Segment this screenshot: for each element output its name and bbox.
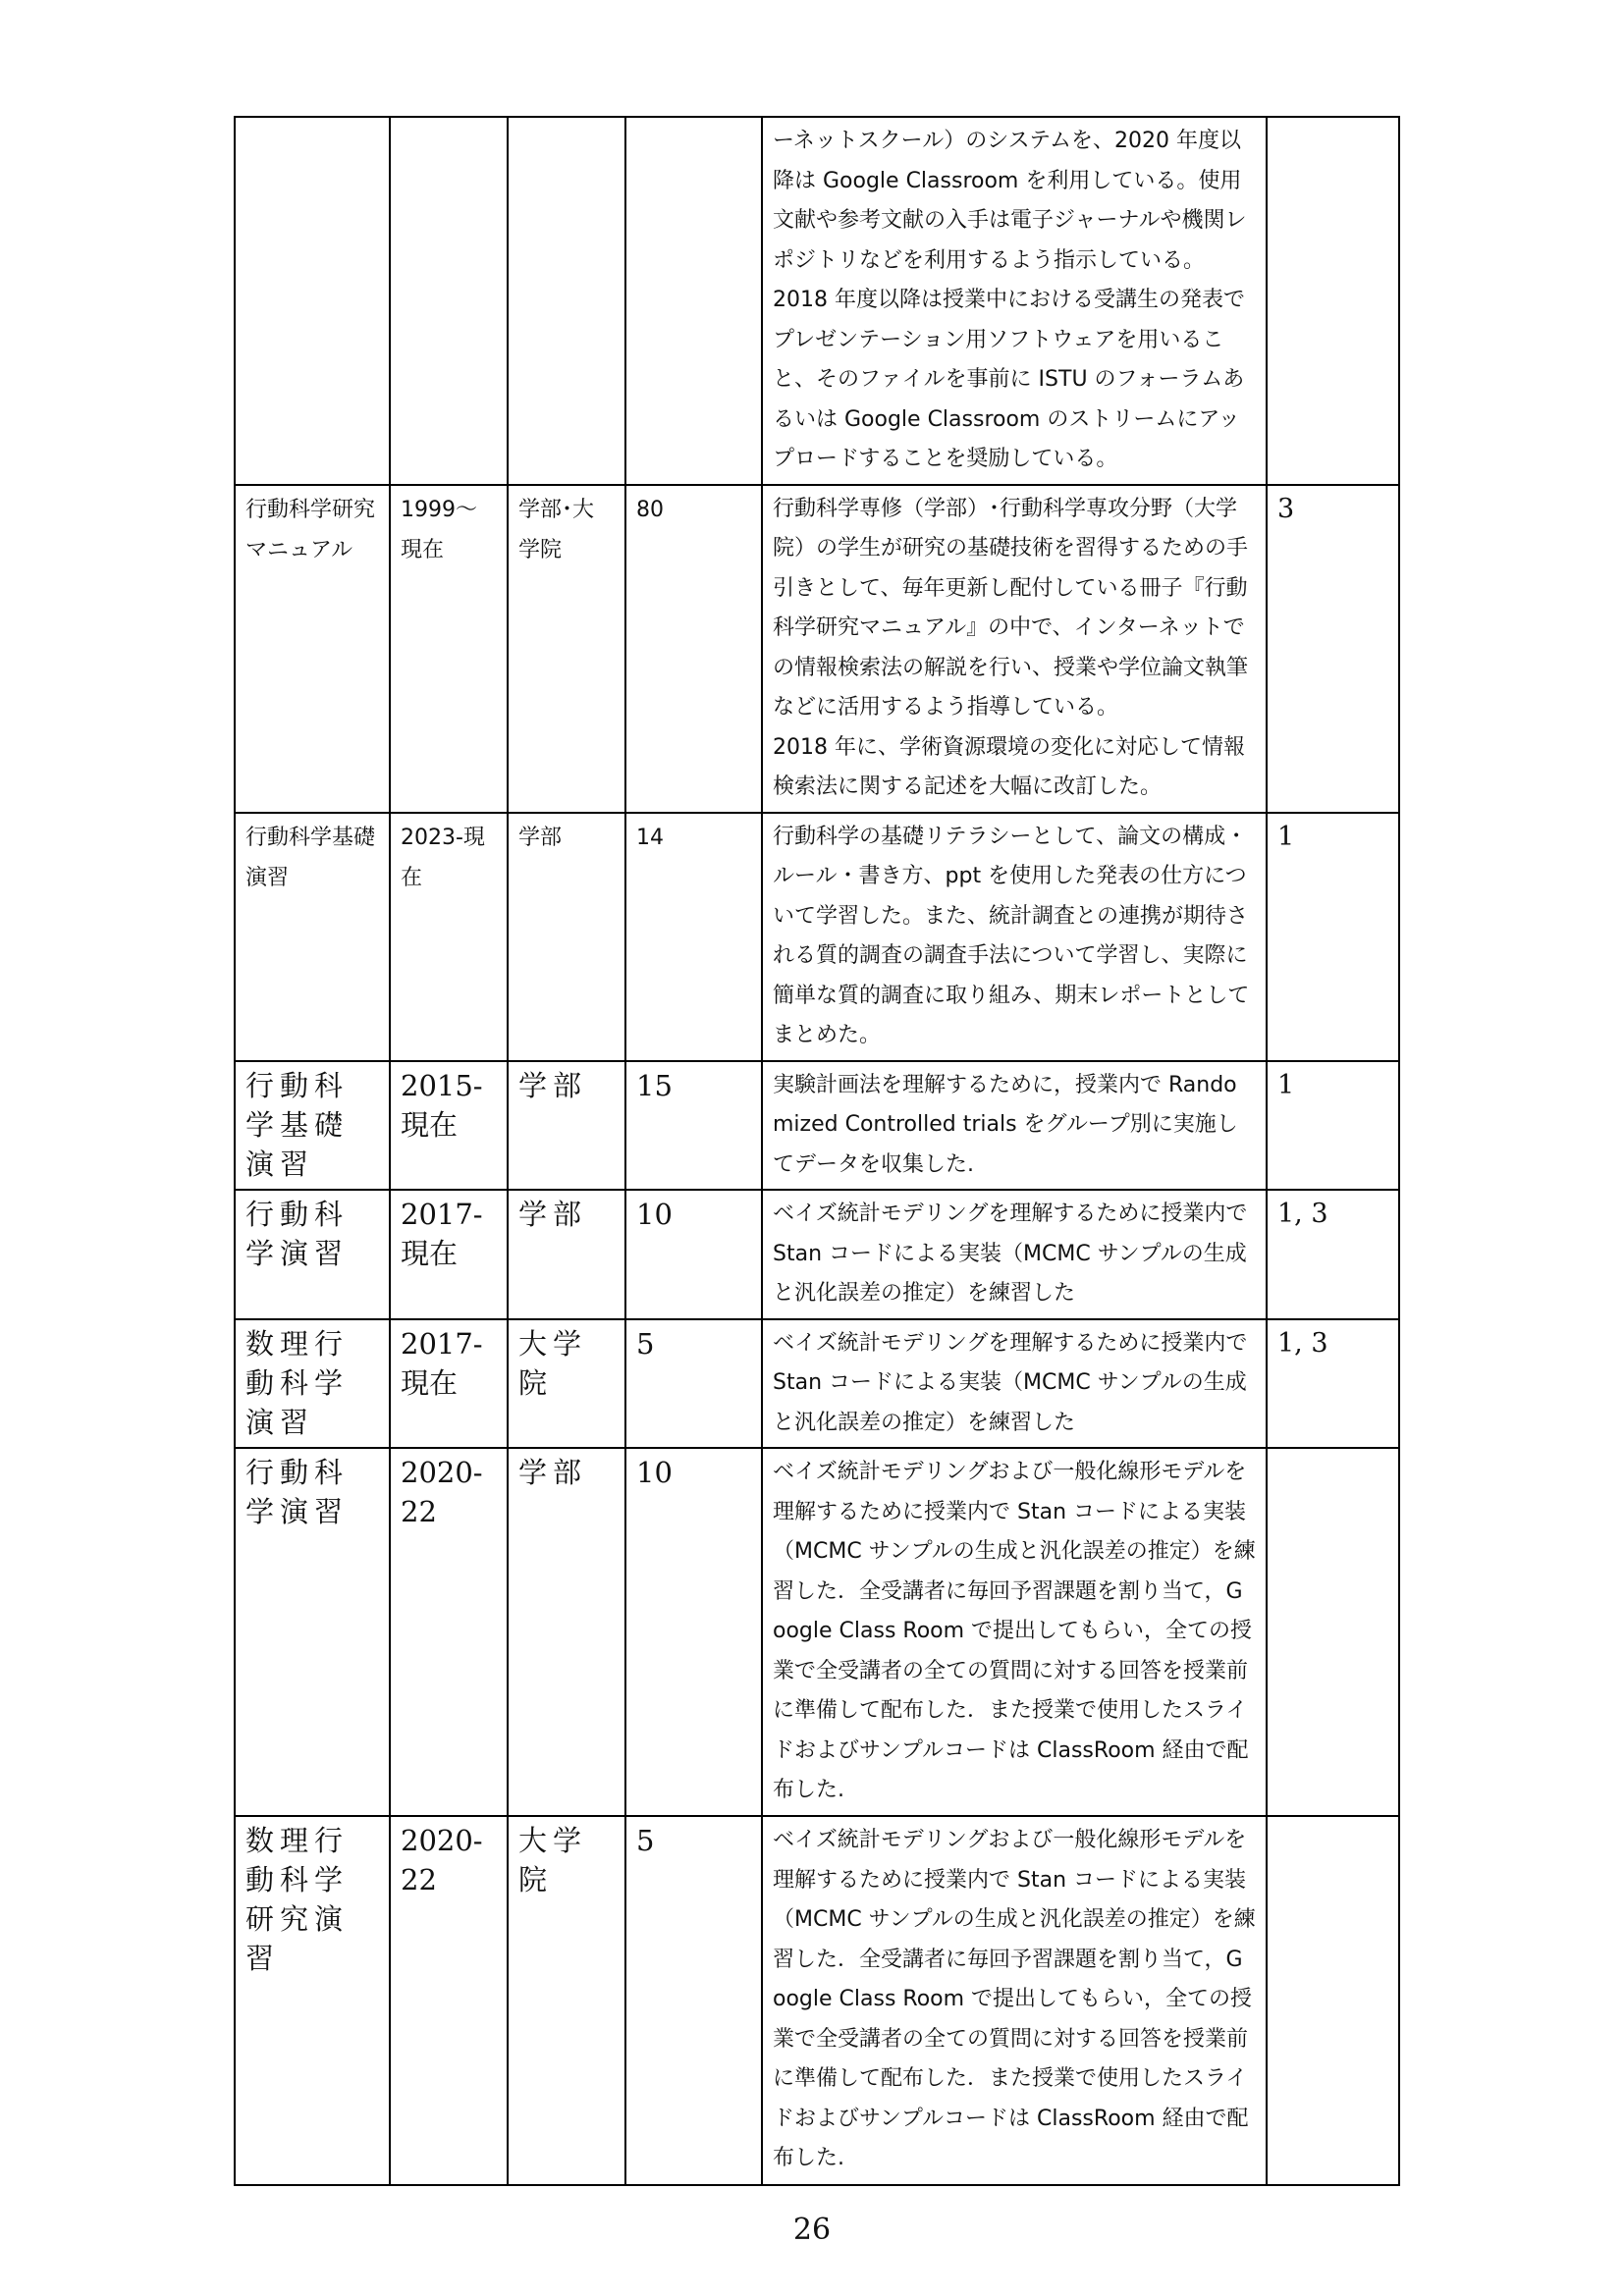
description-cell: ーネットスクール）のシステムを、2020 年度以降は Google Classroom を利用している。使用文献や参考文献の入手は電子ジャーナルや機関レポジトリなどを利用するよう指示している。 2018 年度以降は授業中における受講生の発表でプレゼンテーション用ソフトウェアを用いること、そのファイルを事前に ISTU のフォーラムあるいは Google Classroom のストリームにアップロードすることを奨励している。 bbox=[762, 117, 1267, 485]
refs-cell bbox=[1267, 117, 1399, 485]
refs-cell bbox=[1267, 1448, 1399, 1816]
level-cell: 学部･大学院 bbox=[508, 485, 625, 813]
students-cell: 15 bbox=[625, 1061, 762, 1191]
students-cell: 5 bbox=[625, 1816, 762, 2185]
course-name-cell bbox=[235, 117, 390, 485]
description-cell: ベイズ統計モデリングを理解するために授業内で Stan コードによる実装（MCMC サンプルの生成と汎化誤差の推定）を練習した bbox=[762, 1319, 1267, 1449]
refs-cell bbox=[1267, 1816, 1399, 2185]
course-name-cell: 行動科学演習 bbox=[235, 1448, 390, 1816]
years-cell: 2017-現在 bbox=[390, 1190, 508, 1319]
years-cell: 2020-22 bbox=[390, 1448, 508, 1816]
students-cell: 5 bbox=[625, 1319, 762, 1449]
page-number: 26 bbox=[792, 2213, 832, 2247]
table-row bbox=[235, 1061, 1399, 1191]
years-cell: 2020-22 bbox=[390, 1816, 508, 2185]
years-cell: 1999～現在 bbox=[390, 485, 508, 813]
students-cell: 14 bbox=[625, 813, 762, 1061]
description-cell: 行動科学専修（学部）･行動科学専攻分野（大学院）の学生が研究の基礎技術を習得するための手引きとして、毎年更新し配付している冊子『行動科学研究マニュアル』の中で、インターネットでの情報検索法の解説を行い、授業や学位論文執筆などに活用するよう指導している。 2018 年に、学術資源環境の変化に対応して情報検索法に関する記述を大幅に改訂した。 bbox=[762, 485, 1267, 813]
level-cell bbox=[508, 117, 625, 485]
table-row bbox=[235, 1190, 1399, 1319]
course-name-cell: 行動科学基礎演習 bbox=[235, 813, 390, 1061]
description-cell: 実験計画法を理解するために，授業内で Randomized Controlled trials をグループ別に実施してデータを収集した. bbox=[762, 1061, 1267, 1191]
description-cell: ベイズ統計モデリングを理解するために授業内で Stan コードによる実装（MCMC サンプルの生成と汎化誤差の推定）を練習した bbox=[762, 1190, 1267, 1319]
level-cell: 学部 bbox=[508, 1448, 625, 1816]
years-cell: 2017-現在 bbox=[390, 1319, 508, 1449]
level-cell: 学部 bbox=[508, 1061, 625, 1191]
course-name-cell: 数理行動科学研究演習 bbox=[235, 1816, 390, 2185]
years-cell: 2023-現在 bbox=[390, 813, 508, 1061]
refs-cell: 3 bbox=[1267, 485, 1399, 813]
description-cell: 行動科学の基礎リテラシーとして、論文の構成・ルール・書き方、ppt を使用した発表の仕方について学習した。また、統計調査との連携が期待される質的調査の調査手法について学習し、実際に簡単な質的調査に取り組み、期末レポートとしてまとめた。 bbox=[762, 813, 1267, 1061]
students-cell: 80 bbox=[625, 485, 762, 813]
refs-cell: 1 bbox=[1267, 813, 1399, 1061]
students-cell: 10 bbox=[625, 1190, 762, 1319]
description-cell: ベイズ統計モデリングおよび一般化線形モデルを理解するために授業内で Stan コードによる実装（MCMC サンプルの生成と汎化誤差の推定）を練習した．全受講者に毎回予習課題を割り当て，Google Class Room で提出してもらい，全ての授業で全受講者の全ての質問に対する回答を授業前に準備して配布した．また授業で使用したスライドおよびサンプルコードは ClassRoom 経由で配布した. bbox=[762, 1448, 1267, 1816]
table-row bbox=[235, 1448, 1399, 1816]
activity-table bbox=[234, 116, 1400, 2186]
description-cell: ベイズ統計モデリングおよび一般化線形モデルを理解するために授業内で Stan コードによる実装（MCMC サンプルの生成と汎化誤差の推定）を練習した．全受講者に毎回予習課題を割り当て，Google Class Room で提出してもらい，全ての授業で全受講者の全ての質問に対する回答を授業前に準備して配布した．また授業で使用したスライドおよびサンプルコードは ClassRoom 経由で配布した. bbox=[762, 1816, 1267, 2185]
course-name-cell: 数理行動科学演習 bbox=[235, 1319, 390, 1449]
course-name-cell: 行動科学基礎演習 bbox=[235, 1061, 390, 1191]
refs-cell: 1 bbox=[1267, 1061, 1399, 1191]
refs-cell: 1, 3 bbox=[1267, 1319, 1399, 1449]
table-row bbox=[235, 1319, 1399, 1449]
level-cell: 学部 bbox=[508, 1190, 625, 1319]
course-name-cell: 行動科学研究マニュアル bbox=[235, 485, 390, 813]
table-row bbox=[235, 485, 1399, 813]
table-row bbox=[235, 1816, 1399, 2185]
table-row bbox=[235, 117, 1399, 485]
level-cell: 大学院 bbox=[508, 1319, 625, 1449]
years-cell bbox=[390, 117, 508, 485]
refs-cell: 1, 3 bbox=[1267, 1190, 1399, 1319]
students-cell bbox=[625, 117, 762, 485]
course-name-cell: 行動科学演習 bbox=[235, 1190, 390, 1319]
years-cell: 2015-現在 bbox=[390, 1061, 508, 1191]
students-cell: 10 bbox=[625, 1448, 762, 1816]
table-row bbox=[235, 813, 1399, 1061]
level-cell: 学部 bbox=[508, 813, 625, 1061]
level-cell: 大学院 bbox=[508, 1816, 625, 2185]
